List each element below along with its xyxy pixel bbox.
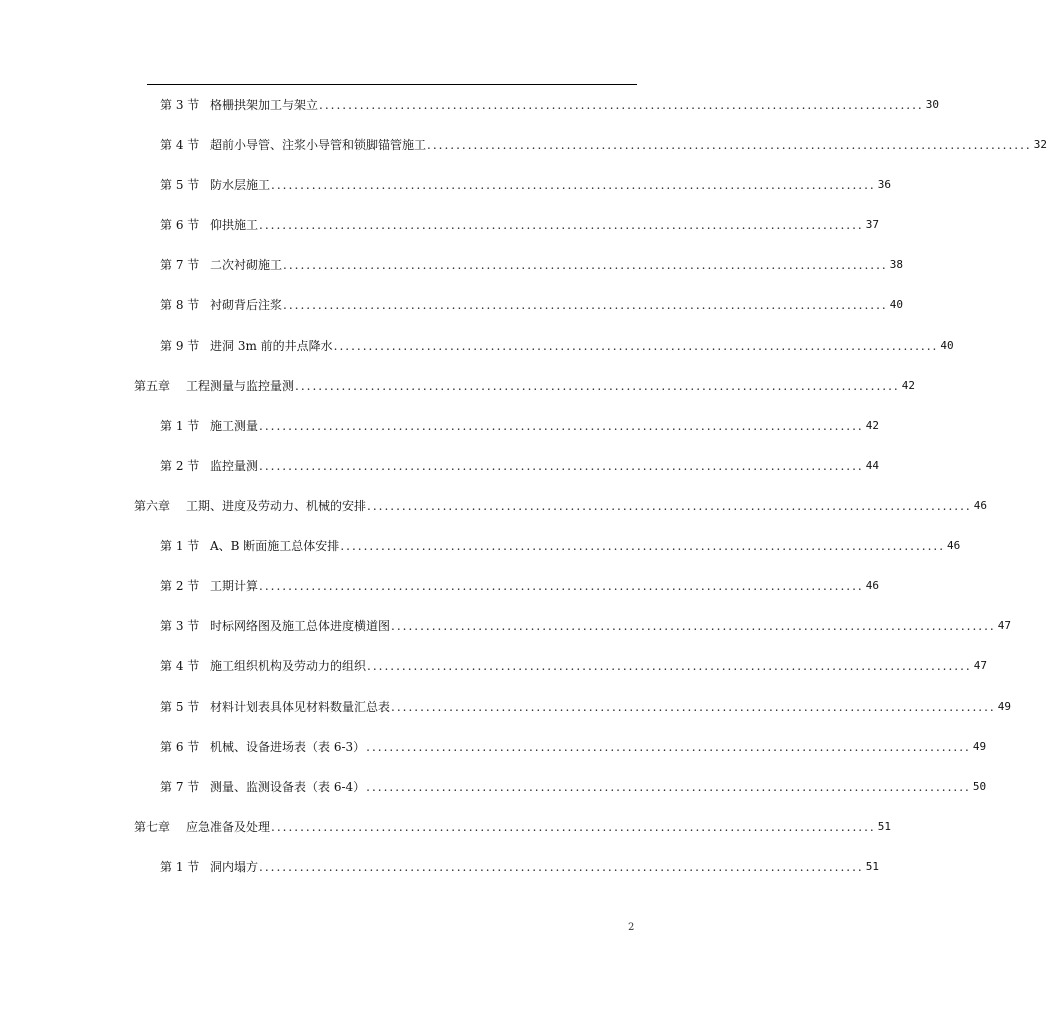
entry-title: 格栅拱架加工与架立	[210, 98, 319, 112]
toc-chapter-entry[interactable]	[134, 376, 915, 396]
entry-page: 40	[940, 339, 954, 352]
entry-page: 36	[877, 178, 891, 191]
entry-number: 第 7 节	[160, 780, 200, 794]
dot-leader: ........................................................................................................	[295, 379, 900, 393]
entry-number: 第 6 节	[160, 740, 200, 754]
entry-title: 时标网络图及施工总体进度横道图	[210, 619, 391, 633]
toc-entry[interactable]	[160, 576, 879, 596]
toc-entry[interactable]	[160, 295, 903, 315]
dot-leader: ........................................................................................................	[259, 860, 864, 874]
entry-page: 40	[889, 298, 903, 311]
entry-page: 49	[972, 740, 987, 753]
toc-entry[interactable]	[160, 656, 987, 676]
entry-page: 51	[865, 860, 879, 873]
toc-entry[interactable]	[160, 215, 879, 235]
toc-entry[interactable]	[160, 135, 1047, 155]
entry-page: 42	[901, 379, 915, 392]
entry-title: 工期计算	[210, 579, 259, 593]
toc-entry[interactable]	[160, 777, 987, 797]
dot-leader: ........................................................................................................	[271, 178, 876, 192]
entry-page: 46	[947, 539, 961, 552]
entry-page: 37	[865, 218, 879, 231]
toc-entry[interactable]	[160, 175, 891, 195]
dot-leader: ........................................................................................................	[367, 499, 972, 513]
toc-entry[interactable]	[160, 697, 1011, 717]
toc-entry[interactable]	[160, 416, 879, 436]
chapter-title: 工期、进度及劳动力、机械的安排	[186, 499, 367, 513]
entry-number: 第 4 节	[160, 138, 200, 152]
toc-chapter-entry[interactable]	[134, 496, 987, 516]
toc-entry[interactable]	[160, 737, 987, 757]
dot-leader: ........................................................................................................	[283, 258, 888, 272]
toc-chapter-entry[interactable]	[134, 817, 891, 837]
dot-leader: ........................................................................................................	[391, 619, 996, 633]
dot-leader: ........................................................................................................	[391, 700, 996, 714]
entry-page: 32	[1033, 138, 1047, 151]
entry-title: A、B 断面施工总体安排	[210, 539, 340, 553]
entry-title: 测量、监测设备表（表 6-4）	[210, 780, 366, 794]
entry-title: 材料计划表具体见材料数量汇总表	[210, 700, 391, 714]
entry-number: 第 3 节	[160, 98, 200, 112]
page-number: 2	[628, 922, 635, 933]
dot-leader: ........................................................................................................	[367, 659, 972, 673]
toc-entry[interactable]	[160, 255, 903, 275]
entry-page: 30	[925, 98, 939, 111]
entry-title: 防水层施工	[210, 178, 271, 192]
entry-number: 第 8 节	[160, 298, 200, 312]
toc-entry[interactable]	[160, 336, 954, 356]
entry-number: 第 2 节	[160, 459, 200, 473]
entry-page: 49	[997, 700, 1011, 713]
toc-entry[interactable]	[160, 616, 1011, 636]
dot-leader: ........................................................................................................	[271, 820, 876, 834]
chapter-number: 第五章	[134, 379, 171, 393]
entry-page: 47	[973, 659, 987, 672]
entry-title: 仰拱施工	[210, 218, 259, 232]
entry-number: 第 5 节	[160, 700, 200, 714]
entry-title: 二次衬砌施工	[210, 258, 283, 272]
entry-page: 38	[889, 258, 903, 271]
dot-leader: ........................................................................................................	[259, 459, 864, 473]
entry-number: 第 1 节	[160, 539, 200, 553]
dot-leader: ........................................................................................................	[340, 539, 946, 553]
entry-title: 进洞 3m 前的井点降水	[210, 339, 333, 353]
chapter-title: 应急准备及处理	[186, 820, 271, 834]
entry-page: 44	[865, 459, 879, 472]
entry-number: 第 4 节	[160, 659, 200, 673]
chapter-number: 第六章	[134, 499, 171, 513]
entry-number: 第 3 节	[160, 619, 200, 633]
toc-entry[interactable]	[160, 456, 879, 476]
entry-title: 施工测量	[210, 419, 259, 433]
dot-leader: ........................................................................................................	[259, 419, 864, 433]
dot-leader: ........................................................................................................	[366, 740, 971, 754]
entry-page: 51	[877, 820, 891, 833]
entry-number: 第 6 节	[160, 218, 200, 232]
entry-number: 第 5 节	[160, 178, 200, 192]
dot-leader: ........................................................................................................	[319, 98, 924, 112]
entry-title: 机械、设备进场表（表 6-3）	[210, 740, 366, 754]
entry-number: 第 1 节	[160, 419, 200, 433]
dot-leader: ........................................................................................................	[366, 780, 971, 794]
toc-entry[interactable]	[160, 857, 879, 877]
entry-number: 第 1 节	[160, 860, 200, 874]
entry-title: 监控量测	[210, 459, 259, 473]
entry-page: 42	[865, 419, 879, 432]
entry-title: 洞内塌方	[210, 860, 259, 874]
dot-leader: ........................................................................................................	[259, 579, 864, 593]
entry-number: 第 9 节	[160, 339, 200, 353]
dot-leader: ........................................................................................................	[283, 298, 888, 312]
toc-entry[interactable]	[160, 536, 961, 556]
toc-entry[interactable]	[160, 95, 939, 115]
entry-title: 衬砌背后注浆	[210, 298, 283, 312]
entry-number: 第 7 节	[160, 258, 200, 272]
entry-page: 46	[973, 499, 987, 512]
entry-number: 第 2 节	[160, 579, 200, 593]
dot-leader: ........................................................................................................	[333, 339, 939, 353]
entry-title: 超前小导管、注浆小导管和锁脚锚管施工	[210, 138, 427, 152]
chapter-title: 工程测量与监控量测	[186, 379, 295, 393]
entry-title: 施工组织机构及劳动力的组织	[210, 659, 367, 673]
dot-leader: ........................................................................................................	[427, 138, 1032, 152]
entry-page: 47	[997, 619, 1011, 632]
chapter-number: 第七章	[134, 820, 171, 834]
dot-leader: ........................................................................................................	[259, 218, 864, 232]
entry-page: 50	[972, 780, 987, 793]
entry-page: 46	[865, 579, 879, 592]
